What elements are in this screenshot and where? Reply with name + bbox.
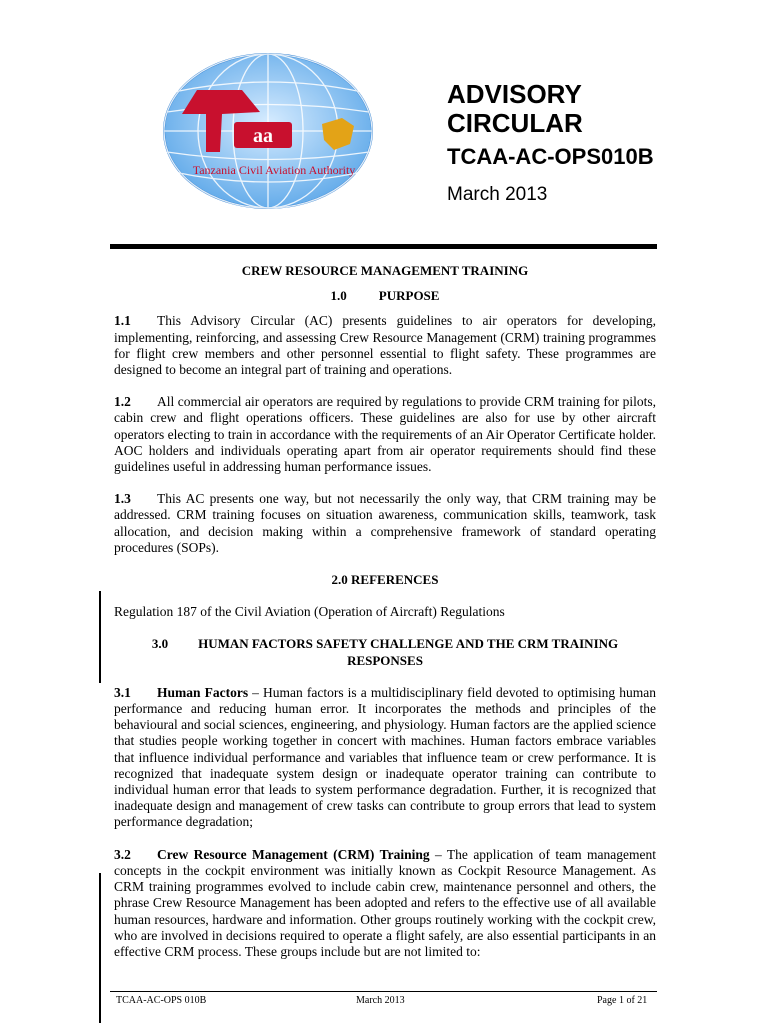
footer-doc-code: TCAA-AC-OPS 010B [116, 995, 207, 1006]
document-header [447, 80, 654, 206]
tcaa-logo [162, 52, 374, 210]
footer-divider [110, 991, 657, 992]
paragraph-1-2: 1.2 All commercial air operators are required by regulations to provide CRM training for pilots, cabin crew and flight operations officers. These guidelines are also for use by other aircraft operators electing to train in accordance with the requirements of an Air Operator Certificate holder. AOC holders and individuals operating apart from air operator requirements should find these guidelines useful in addressing human performance issues. [114, 394, 656, 475]
section-heading-human-factors [114, 636, 656, 668]
document-date: March 2013 [447, 184, 548, 205]
section-heading-purpose [114, 288, 656, 304]
section-number: 1.0 [330, 288, 347, 304]
document-code: TCAA-AC-OPS010B [447, 144, 654, 169]
footer-date: March 2013 [356, 995, 405, 1006]
main-title: CREW RESOURCE MANAGEMENT TRAINING [241, 263, 529, 278]
section-number: 3.0 [151, 636, 169, 652]
footer-page-number: Page 1 of 21 [597, 995, 648, 1006]
title-line-2: CIRCULAR [447, 108, 583, 138]
document-body [114, 263, 656, 960]
paragraph-3-1: 3.1 Human Factors – Human factors is a multidisciplinary field devoted to optimising human performance and reducing human error. It incorporates the methods and principles of the behavioural and social sciences, engineering, and physiology. Human factors are the applied science that studies people working together in concert with machines. Human factors embrace variables that influence individual performance and variables that influence team or crew performance. It is recognized that inadequate system design or inadequate operator training can contribute to individual human error that leads to system performance degradation. Further, it is recognized that inadequate design and management of crew tasks can contribute to group errors that lead to system performance degradation; [114, 684, 656, 830]
paragraph-1-3: 1.3 This AC presents one way, but not necessarily the only way, that CRM training may be addressed. CRM training focuses on situation awareness, communication skills, teamwork, task allocation, and decision making within a comprehensive framework of standard operating procedures (SOPs). [114, 491, 656, 555]
paragraph-1-1: 1.1 This Advisory Circular (AC) presents guidelines to air operators for developing, implementing, reinforcing, and assessing Crew Resource Management (CRM) training programmes for flight crew members and other personnel essential to flight safety. These programmes are designed to become an integral part of training and operations. [114, 313, 656, 378]
logo-mark-text: aa [253, 125, 273, 147]
section-heading-references: 2.0 REFERENCES [331, 572, 439, 588]
header-divider [110, 244, 657, 249]
logo-org-text: Tanzania Civil Aviation Authority [192, 163, 356, 177]
reference-text: Regulation 187 of the Civil Aviation (Operation of Aircraft) Regulations [114, 604, 505, 620]
change-bar [99, 873, 101, 1023]
paragraph-3-2: 3.2 Crew Resource Management (CRM) Training – The application of team management concepts in the cockpit environment was initially known as Cockpit Resource Management. As CRM training programmes evolved to include cabin crew, maintenance personnel and others, the phrase Crew Resource Management has been adopted and refers to the effective use of all available human resources, hardware and information. Other groups routinely working with the cockpit crew, who are involved in decisions required to operate a flight safely, are also essential participants in an effective CRM process. These groups include but are not limited to: [114, 846, 656, 959]
change-bar [99, 591, 101, 683]
section-title: HUMAN FACTORS SAFETY CHALLENGE AND THE CRM TRAINING RESPONSES [198, 636, 619, 668]
section-title: PURPOSE [378, 288, 440, 304]
title-line-1: ADVISORY [447, 79, 582, 109]
